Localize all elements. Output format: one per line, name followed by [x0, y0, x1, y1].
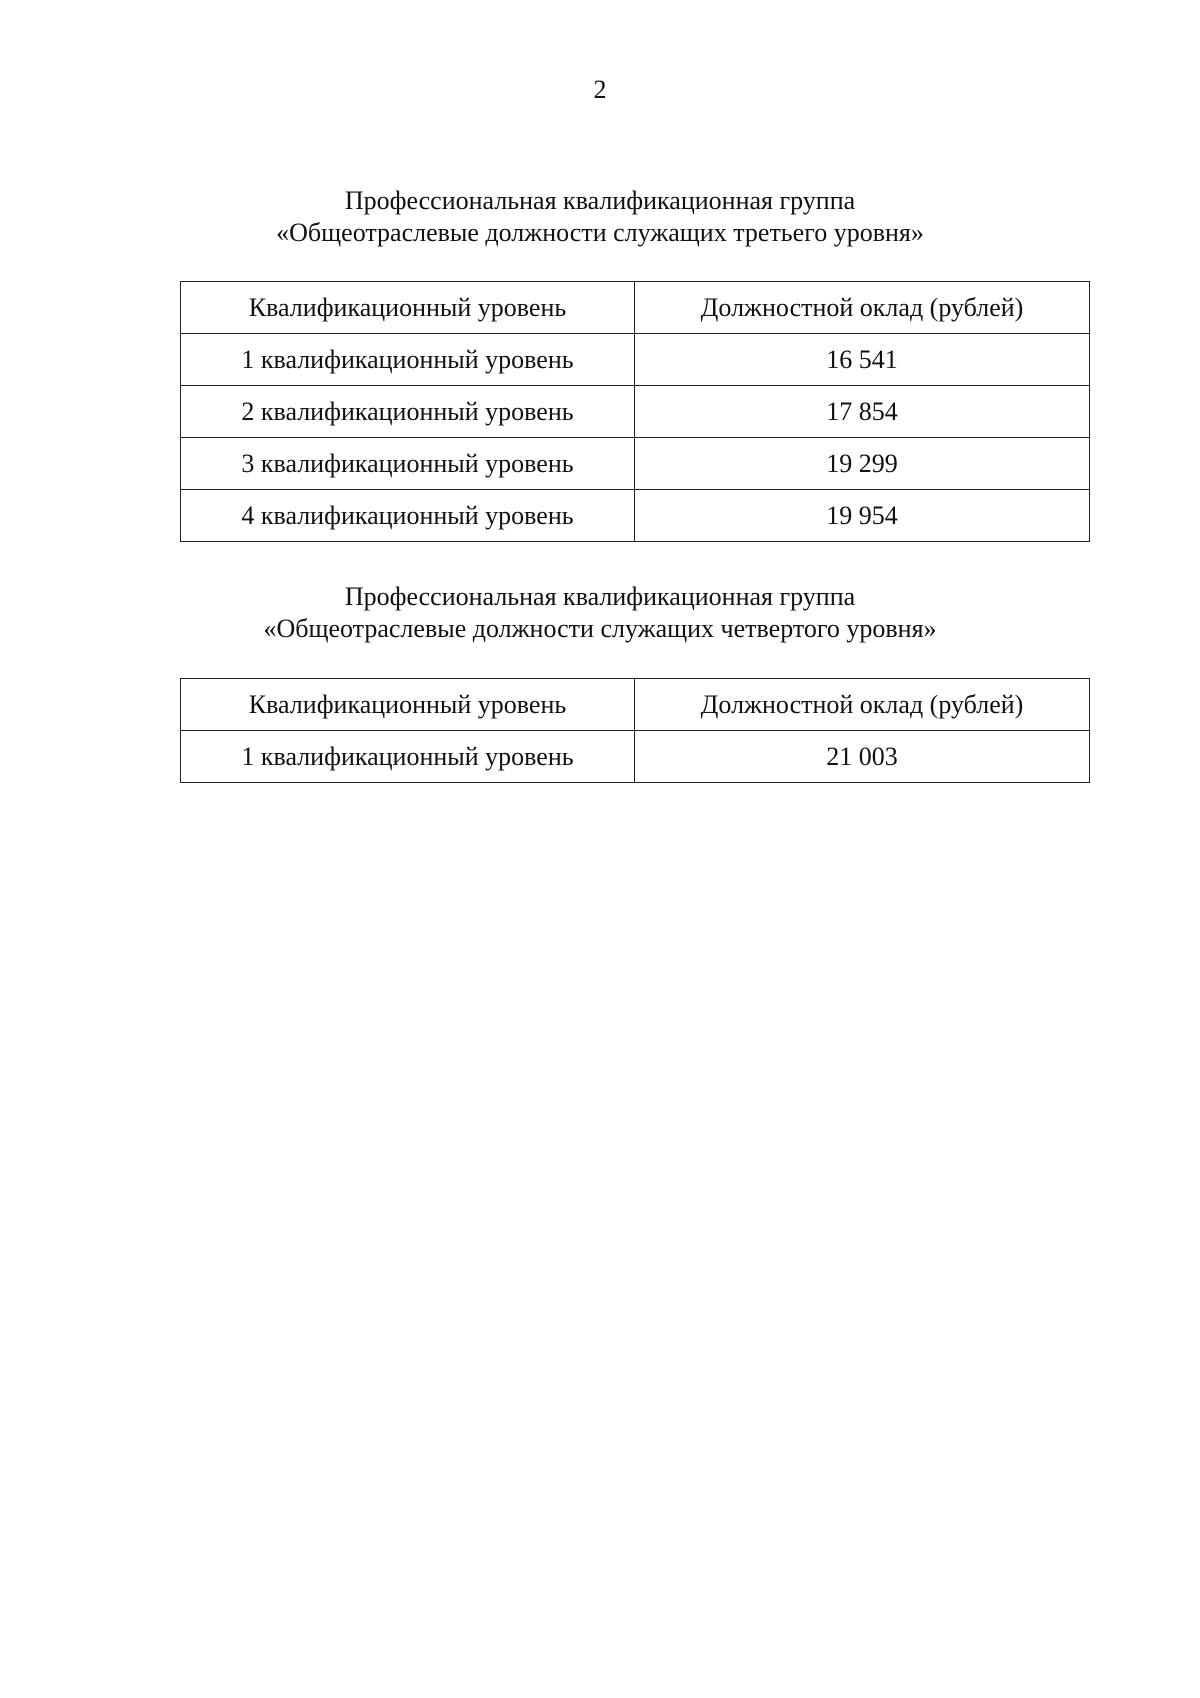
section-title-line2: «Общеотраслевые должности служащих третьего уровня»	[276, 218, 924, 247]
table-row	[181, 334, 1090, 386]
column-header-level: Квалификационный уровень	[181, 282, 635, 334]
table-row	[181, 731, 1090, 783]
table-header-row	[181, 679, 1090, 731]
level-cell: 4 квалификационный уровень	[181, 490, 635, 542]
section-title-line1: Профессиональная квалификационная группа	[344, 186, 856, 215]
level-cell: 1 квалификационный уровень	[181, 731, 635, 783]
page-number: 2	[593, 75, 607, 104]
level-cell: 1 квалификационный уровень	[181, 334, 635, 386]
salary-cell: 17 854	[635, 386, 1090, 438]
salary-table-third-level	[180, 281, 1090, 542]
column-header-level: Квалификационный уровень	[181, 679, 635, 731]
column-header-salary: Должностной оклад (рублей)	[635, 679, 1090, 731]
salary-cell: 21 003	[635, 731, 1090, 783]
salary-cell: 19 299	[635, 438, 1090, 490]
level-cell: 2 квалификационный уровень	[181, 386, 635, 438]
table-row	[181, 386, 1090, 438]
column-header-salary: Должностной оклад (рублей)	[635, 282, 1090, 334]
section-title-fourth-level	[0, 581, 1200, 645]
level-cell: 3 квалификационный уровень	[181, 438, 635, 490]
salary-table-fourth-level	[180, 678, 1090, 783]
salary-cell: 16 541	[635, 334, 1090, 386]
section-title-line2: «Общеотраслевые должности служащих четвертого уровня»	[263, 614, 937, 643]
table-row	[181, 490, 1090, 542]
table-header-row	[181, 282, 1090, 334]
section-title-line1: Профессиональная квалификационная группа	[344, 582, 856, 611]
section-title-third-level	[0, 185, 1200, 249]
table-row	[181, 438, 1090, 490]
salary-cell: 19 954	[635, 490, 1090, 542]
